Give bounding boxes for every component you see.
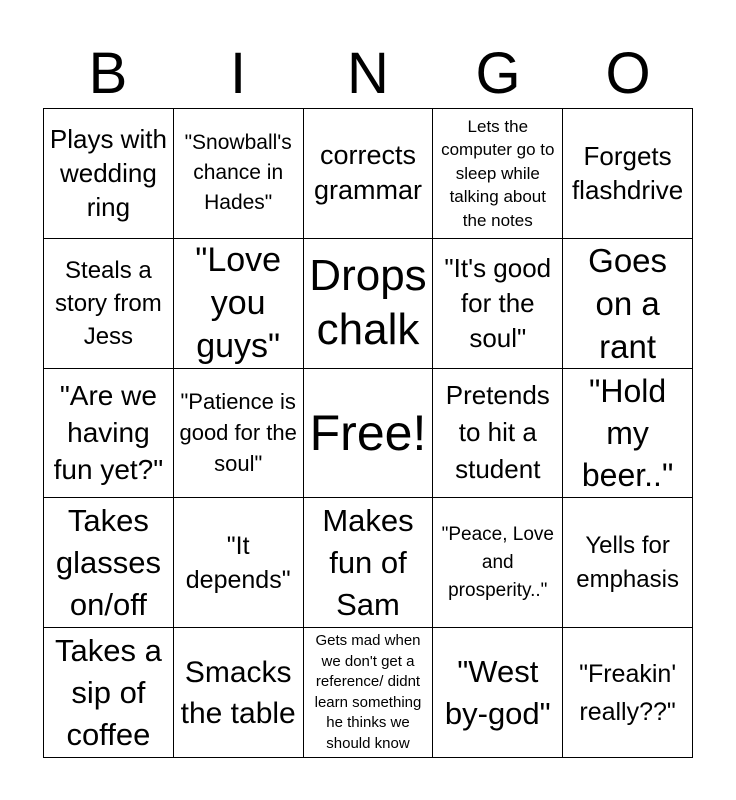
cell-text: Yells for emphasis bbox=[576, 531, 679, 593]
cell-text: "Freakin' really??" bbox=[579, 659, 677, 726]
cell-text: "Are we having fun yet?" bbox=[53, 380, 164, 486]
bingo-cell[interactable] bbox=[563, 239, 693, 369]
bingo-cell[interactable] bbox=[174, 109, 304, 239]
bingo-cell[interactable] bbox=[174, 239, 304, 369]
cell-text: "Patience is good for the soul" bbox=[179, 389, 297, 477]
bingo-cell[interactable] bbox=[433, 239, 563, 369]
bingo-cell[interactable] bbox=[304, 498, 434, 628]
header-letter-b: B bbox=[88, 41, 128, 106]
cell-text: "It's good for the soul" bbox=[444, 252, 552, 353]
cell-text: "Hold my beer.." bbox=[581, 372, 674, 493]
cell-text: Lets the computer go to sleep while talking about the notes bbox=[441, 116, 555, 230]
bingo-cell[interactable] bbox=[433, 369, 563, 499]
bingo-cell[interactable] bbox=[563, 109, 693, 239]
header-letter-o: O bbox=[605, 41, 651, 106]
cell-text: "Peace, Love and prosperity.." bbox=[441, 523, 554, 601]
header-letter-g: G bbox=[475, 41, 521, 106]
cell-text: "Love you guys" bbox=[195, 240, 282, 365]
bingo-cell[interactable] bbox=[563, 628, 693, 758]
bingo-cell[interactable] bbox=[174, 369, 304, 499]
cell-text: Takes glasses on/off bbox=[55, 502, 161, 622]
cell-text: Makes fun of Sam bbox=[322, 502, 414, 622]
bingo-cell[interactable] bbox=[563, 369, 693, 499]
cell-text: Smacks the table bbox=[180, 655, 296, 730]
bingo-cell[interactable] bbox=[304, 628, 434, 758]
bingo-cell[interactable] bbox=[44, 109, 174, 239]
header-letter-i: I bbox=[229, 41, 247, 106]
bingo-cell[interactable] bbox=[433, 109, 563, 239]
bingo-cell[interactable] bbox=[304, 109, 434, 239]
cell-text: Drops chalk bbox=[309, 251, 427, 355]
cell-text: Free! bbox=[309, 404, 427, 461]
bingo-cell[interactable] bbox=[44, 628, 174, 758]
bingo-cell[interactable] bbox=[563, 498, 693, 628]
bingo-cell[interactable] bbox=[433, 628, 563, 758]
cell-text: Pretends to hit a student bbox=[445, 380, 550, 485]
bingo-cell[interactable] bbox=[44, 369, 174, 499]
cell-text: "It depends" bbox=[185, 531, 291, 594]
bingo-cell[interactable] bbox=[44, 498, 174, 628]
cell-text: Goes on a rant bbox=[588, 241, 668, 365]
bingo-grid bbox=[43, 108, 693, 758]
bingo-cell[interactable] bbox=[174, 498, 304, 628]
bingo-cell[interactable] bbox=[304, 369, 434, 499]
header-letter-n: N bbox=[347, 41, 389, 106]
bingo-cell[interactable] bbox=[433, 498, 563, 628]
cell-text: Steals a story from Jess bbox=[55, 256, 162, 350]
bingo-cell[interactable] bbox=[174, 628, 304, 758]
bingo-cell[interactable] bbox=[304, 239, 434, 369]
cell-text: Forgets flashdrive bbox=[571, 141, 684, 206]
cell-text: Gets mad when we don't get a reference/ didnt learn something he thinks we should know bbox=[314, 632, 422, 752]
cell-text: "Snowball's chance in Hades" bbox=[184, 131, 292, 215]
cell-text: Takes a sip of coffee bbox=[54, 632, 162, 752]
bingo-header bbox=[43, 38, 693, 110]
cell-text: corrects grammar bbox=[313, 140, 422, 206]
bingo-cell[interactable] bbox=[44, 239, 174, 369]
cell-text: Plays with wedding ring bbox=[49, 124, 167, 223]
cell-text: "West by-god" bbox=[444, 653, 551, 731]
